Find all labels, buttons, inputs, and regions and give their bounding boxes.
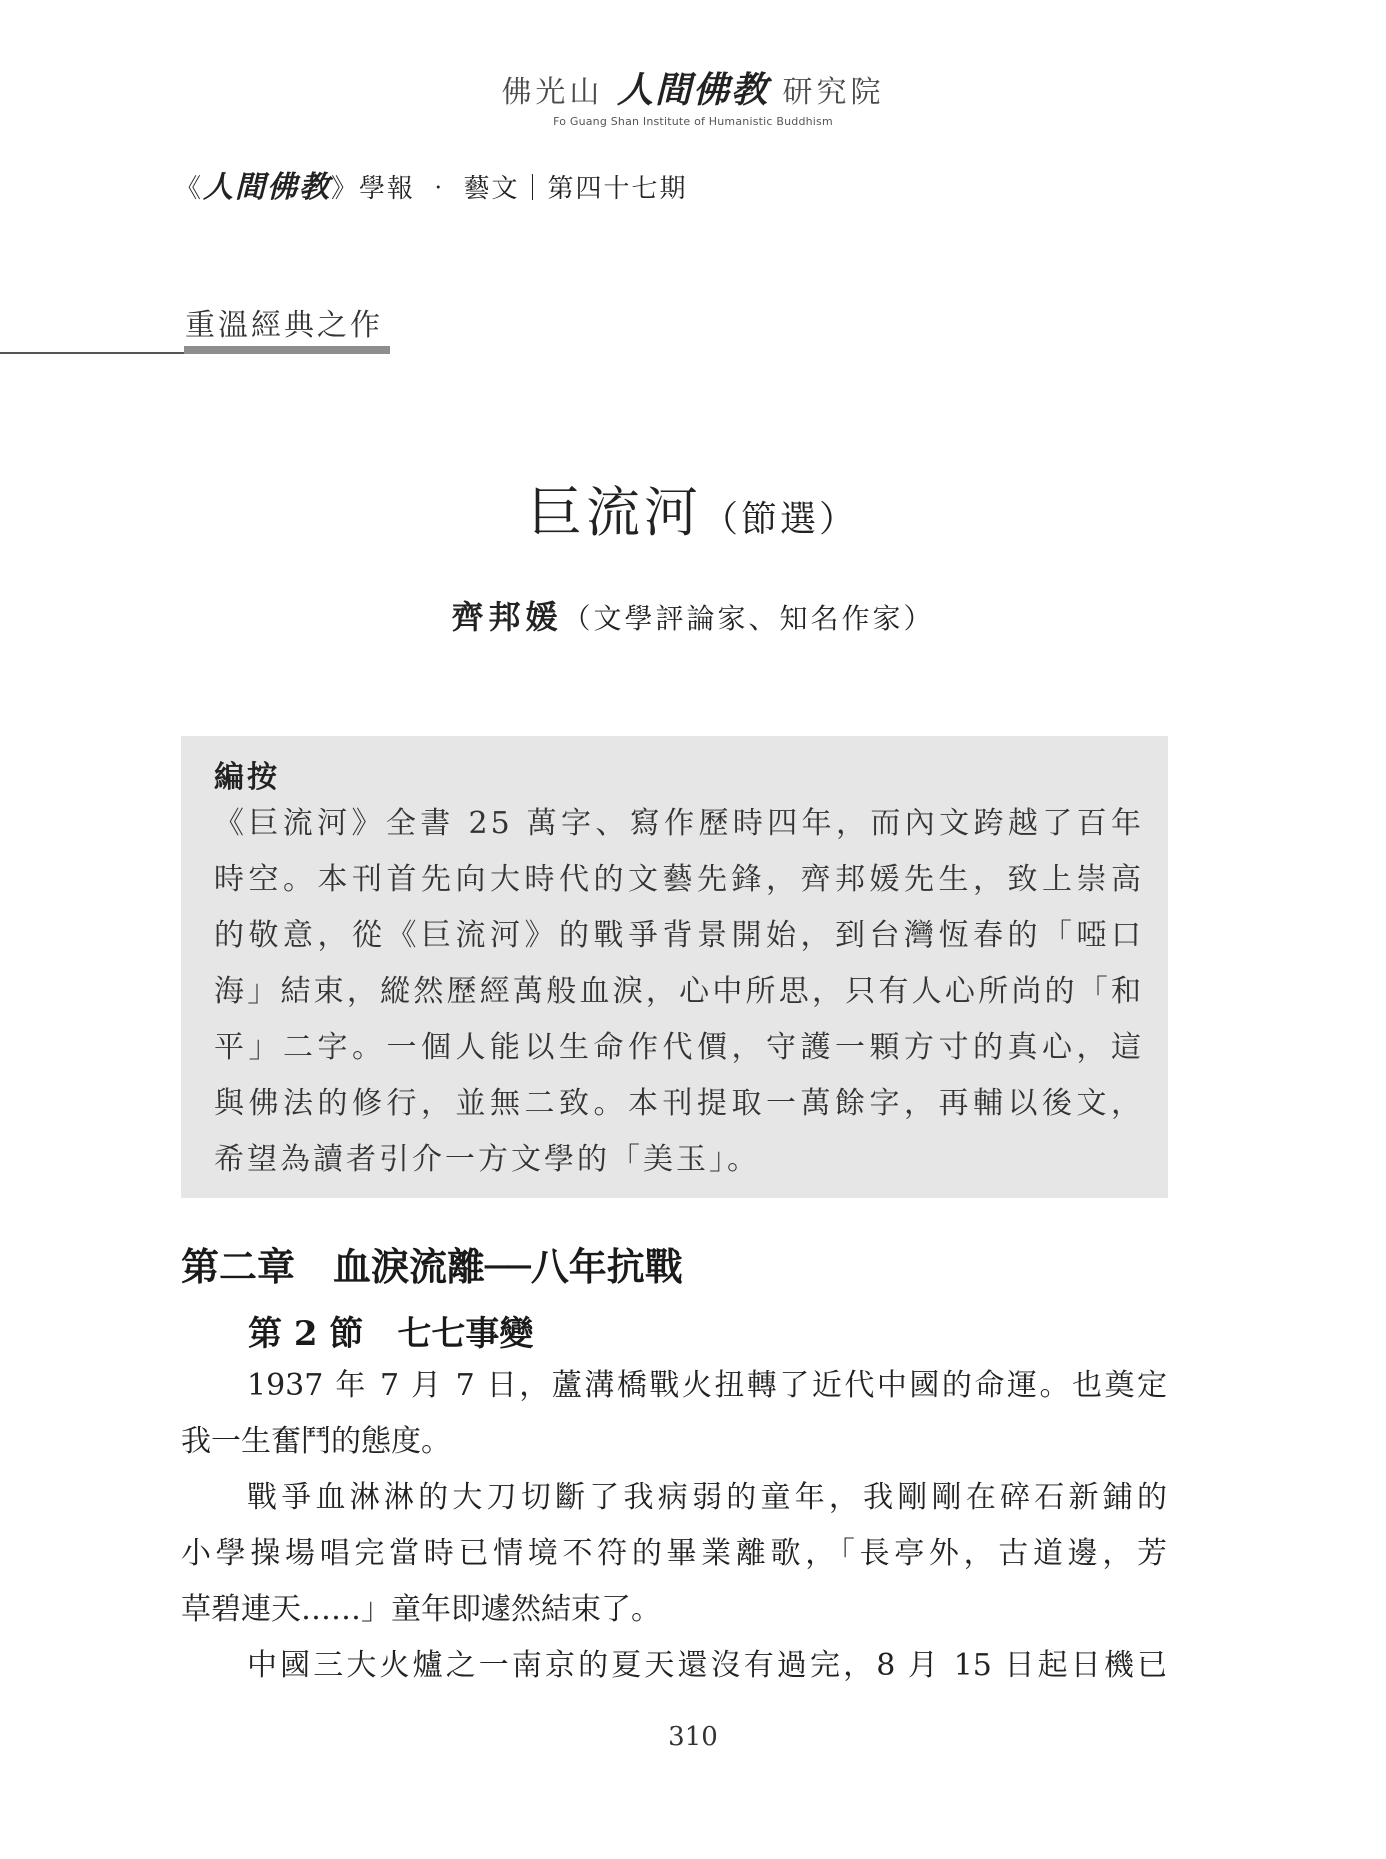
editor-note-body <box>214 796 1144 1188</box>
editor-note-line: 時空。本刊首先向大時代的文藝先鋒，齊邦媛先生，致上崇高 <box>214 862 1144 897</box>
page-number: 310 <box>668 1722 718 1752</box>
journal-open-bracket: 《 <box>175 174 204 204</box>
institute-header <box>0 62 1386 128</box>
chapter-heading: 第二章 血淚流離──八年抗戰 <box>181 1244 683 1289</box>
section-tag: 重溫經典之作 <box>185 308 383 343</box>
article-author <box>0 592 1386 638</box>
body-line: 中國三大火爐之一南京的夏天還沒有過完，8 月 15 日起日機已 <box>247 1648 1167 1683</box>
author-name: 齊邦媛 <box>451 598 563 636</box>
journal-line <box>175 162 688 206</box>
body-line: 1937 年 7 月 7 日，蘆溝橋戰火扭轉了近代中國的命運。也奠定 <box>247 1368 1167 1403</box>
body-line: 小學操場唱完當時已情境不符的畢業離歌，「長亭外，古道邊，芳 <box>181 1536 1167 1571</box>
institute-brush-logo: 人間佛教 <box>616 69 769 111</box>
article-title-main: 巨流河 <box>527 481 702 544</box>
article-title-sub: （節選） <box>701 499 858 540</box>
editor-note-line: 的敬意，從《巨流河》的戰爭背景開始，到台灣恆春的「啞口 <box>214 918 1144 953</box>
institute-name <box>0 62 1386 113</box>
institute-suffix: 研究院 <box>782 75 885 110</box>
section-heading: 第 2 節 七七事變 <box>248 1314 534 1354</box>
body-text <box>181 1358 1167 1694</box>
institute-english-name: Fo Guang Shan Institute of Humanistic Buddhism <box>553 115 833 128</box>
body-line: 戰爭血淋淋的大刀切斷了我病弱的童年，我剛剛在碎石新鋪的 <box>247 1480 1167 1515</box>
body-line: 我一生奮鬥的態度。 <box>181 1424 451 1459</box>
editor-note-line: 希望為讀者引介一方文學的「美玉」。 <box>214 1142 760 1177</box>
editor-note-line: 與佛法的修行，並無二致。本刊提取一萬餘字，再輔以後文， <box>214 1086 1144 1121</box>
editor-note-line: 《巨流河》全書 25 萬字、寫作歷時四年，而內文跨越了百年 <box>214 806 1144 841</box>
author-affiliation: （文學評論家、知名作家） <box>562 602 935 635</box>
journal-brush-logo: 人間佛教 <box>203 170 332 205</box>
editor-note-line: 平」二字。一個人能以生命作代價，守護一顆方寸的真心，這 <box>214 1030 1144 1065</box>
article-title <box>0 470 1386 547</box>
editor-note-heading: 編按 <box>214 760 280 795</box>
editor-note-line: 海」結束，縱然歷經萬般血淚，心中所思，只有人心所尚的「和 <box>214 974 1144 1009</box>
body-line: 草碧連天……」童年即遽然結束了。 <box>181 1592 661 1627</box>
institute-prefix: 佛光山 <box>501 75 604 110</box>
section-rule-highlight <box>184 346 390 354</box>
journal-issue: 》學報 ‧ 藝文｜第四十七期 <box>331 174 688 204</box>
